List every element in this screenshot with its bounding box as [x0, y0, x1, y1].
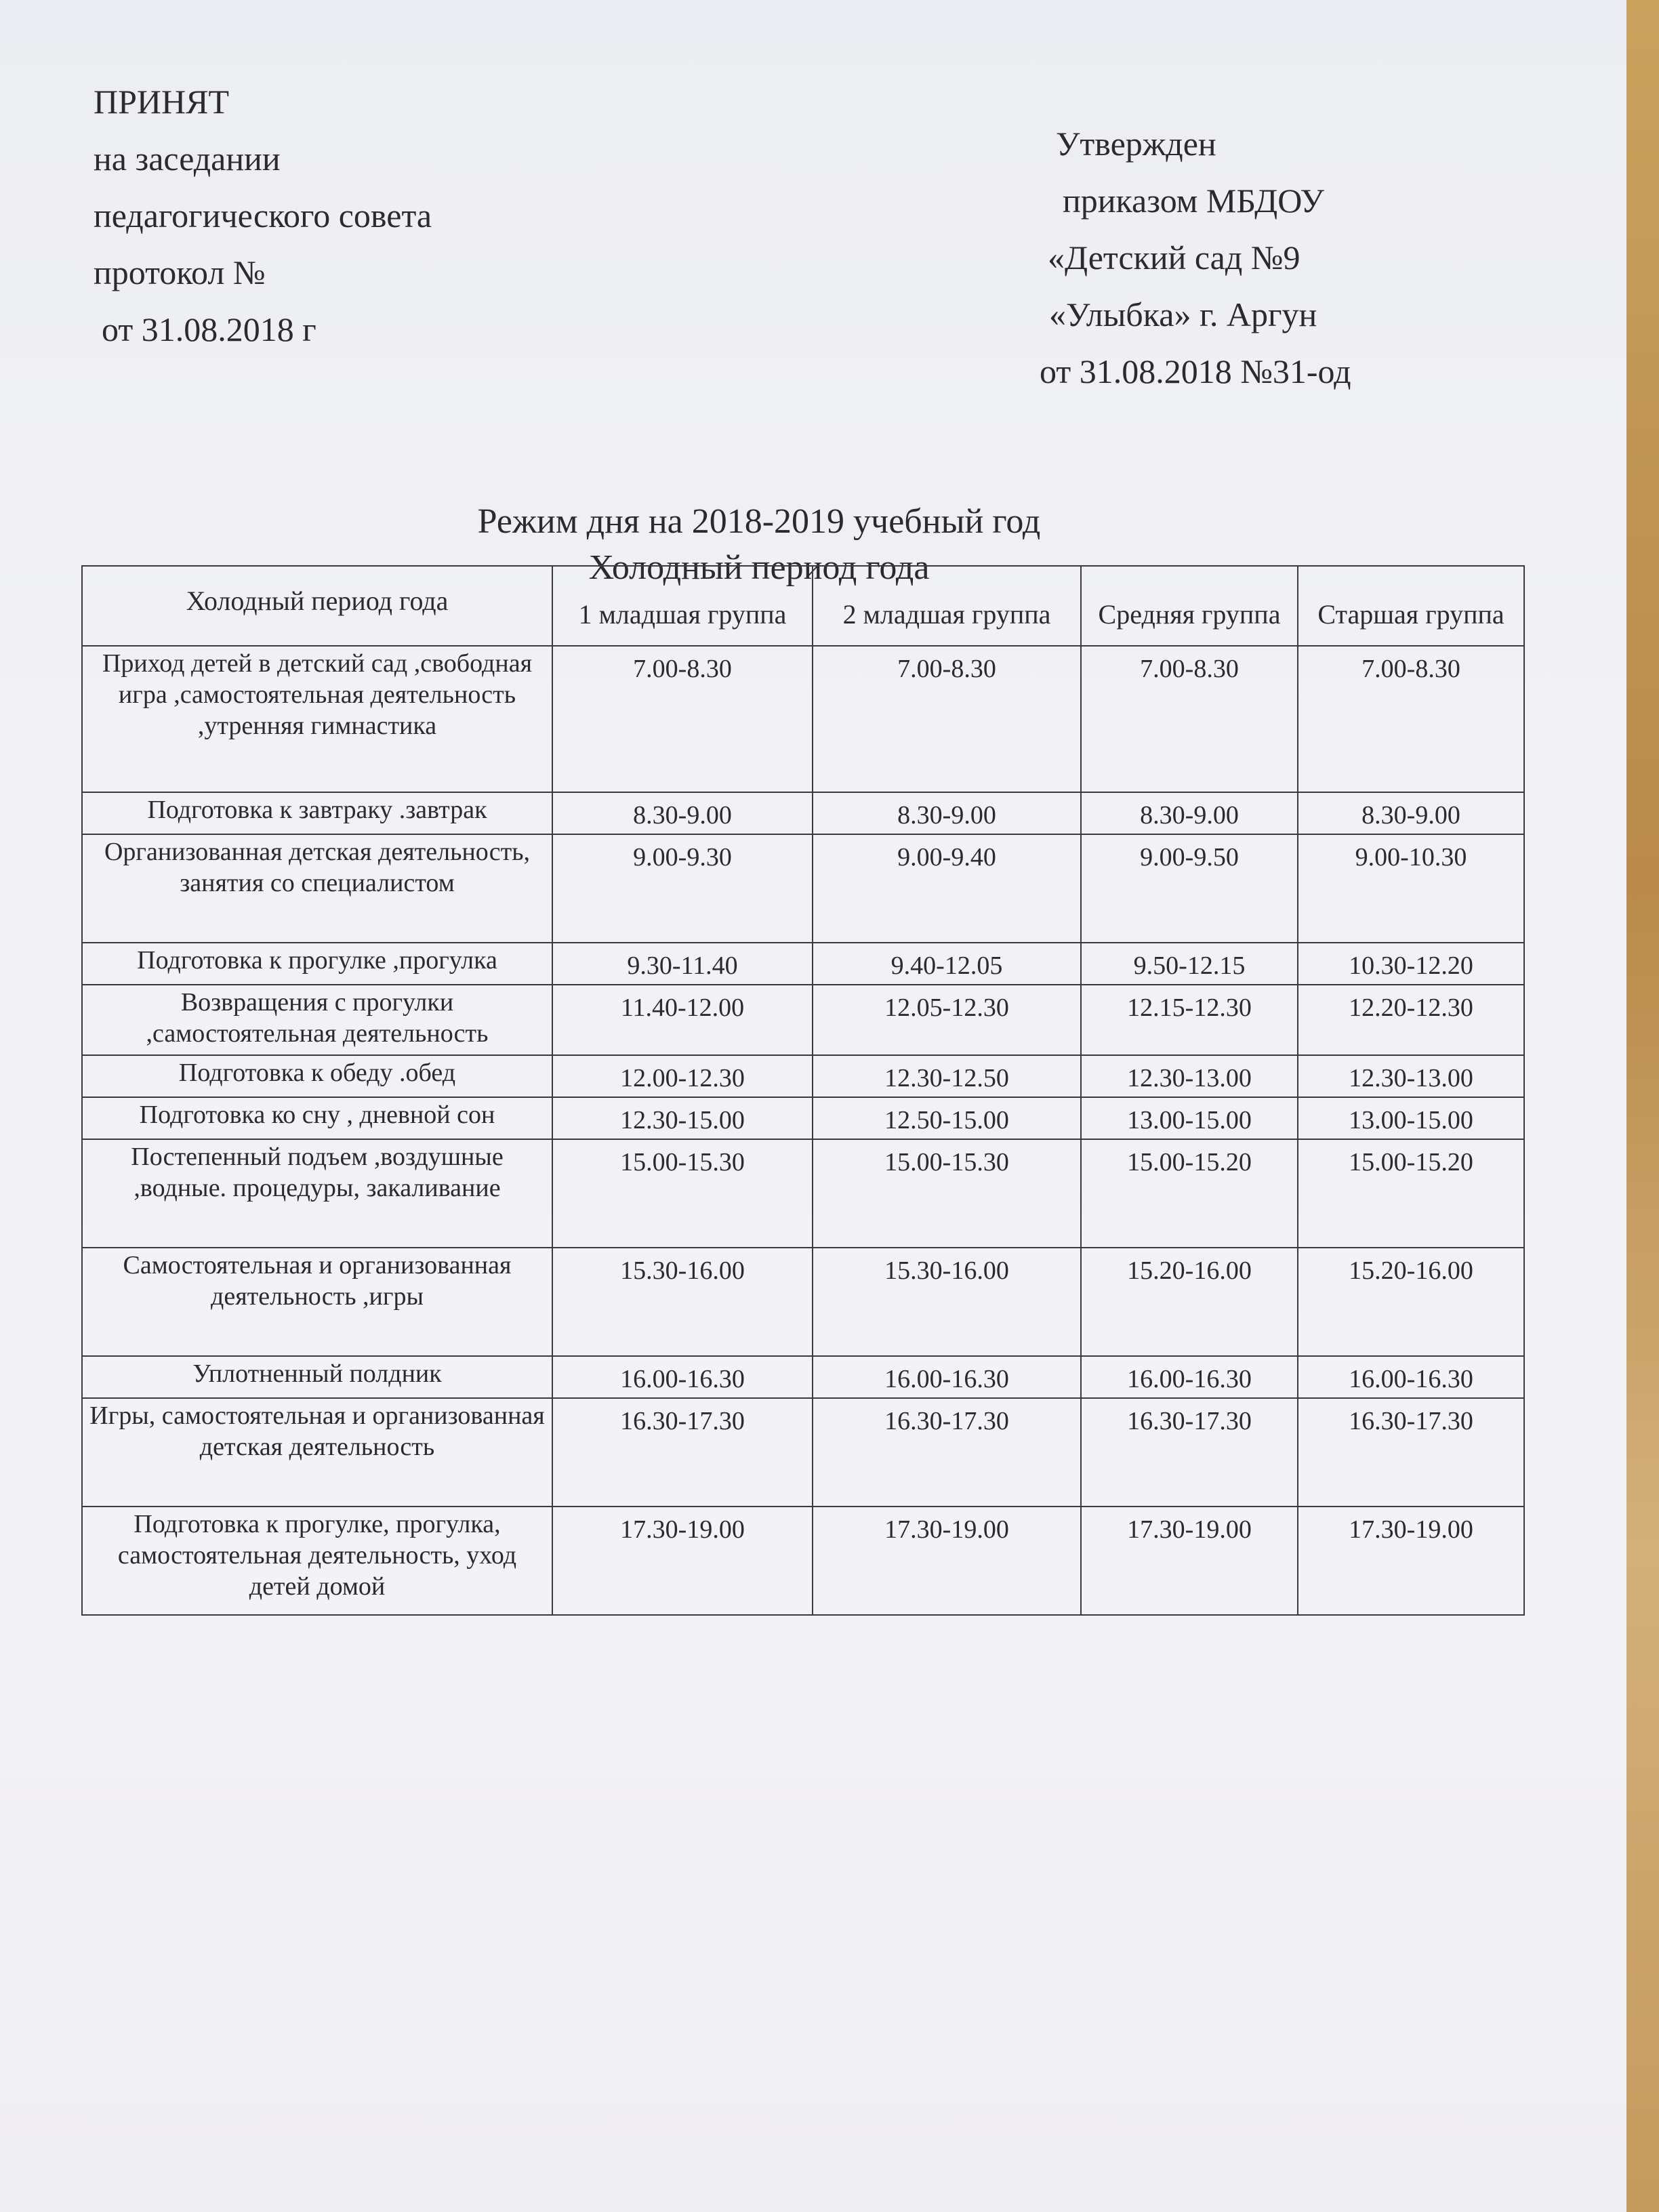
- time-cell: 9.50-12.15: [1081, 943, 1298, 985]
- time-cell: 17.30-19.00: [552, 1507, 813, 1615]
- table-header-row: [82, 566, 1524, 646]
- time-cell: 15.20-16.00: [1081, 1248, 1298, 1356]
- table-row: [82, 792, 1524, 834]
- document-subtitle: Холодный период года: [588, 548, 930, 587]
- time-cell: 16.30-17.30: [1298, 1398, 1524, 1507]
- time-cell: 16.30-17.30: [1081, 1398, 1298, 1507]
- table-row: [82, 1139, 1524, 1248]
- time-cell: 12.30-13.00: [1298, 1055, 1524, 1097]
- activity-cell: Организованная детская деятельность, занятия со специалистом: [82, 834, 552, 943]
- time-cell: 16.00-16.30: [1081, 1356, 1298, 1398]
- time-cell: 9.00-9.50: [1081, 834, 1298, 943]
- time-cell: 7.00-8.30: [1081, 646, 1298, 792]
- time-cell: 15.20-16.00: [1298, 1248, 1524, 1356]
- time-cell: 17.30-19.00: [1081, 1507, 1298, 1615]
- time-cell: 15.30-16.00: [813, 1248, 1081, 1356]
- time-cell: 15.00-15.20: [1298, 1139, 1524, 1248]
- table-row: [82, 834, 1524, 943]
- time-cell: 12.30-15.00: [552, 1097, 813, 1139]
- time-cell: 9.00-10.30: [1298, 834, 1524, 943]
- activity-cell: Уплотненный полдник: [82, 1356, 552, 1398]
- time-cell: 16.00-16.30: [1298, 1356, 1524, 1398]
- column-header: 1 младшая группа: [552, 566, 813, 646]
- time-cell: 15.00-15.30: [552, 1139, 813, 1248]
- table-row: [82, 1248, 1524, 1356]
- accepted-line: от 31.08.2018 г: [102, 310, 316, 348]
- time-cell: 10.30-12.20: [1298, 943, 1524, 985]
- column-header: Холодный период года: [82, 566, 552, 646]
- table-row: [82, 646, 1524, 792]
- table-row: [82, 1097, 1524, 1139]
- time-cell: 16.30-17.30: [813, 1398, 1081, 1507]
- column-header: Старшая группа: [1298, 566, 1524, 646]
- activity-cell: Подготовка к обеду .обед: [82, 1055, 552, 1097]
- time-cell: 7.00-8.30: [1298, 646, 1524, 792]
- table-row: [82, 1507, 1524, 1615]
- approved-line: Утвержден: [1056, 125, 1216, 163]
- column-header: Средняя группа: [1081, 566, 1298, 646]
- time-cell: 8.30-9.00: [813, 792, 1081, 834]
- time-cell: 7.00-8.30: [552, 646, 813, 792]
- table-row: [82, 985, 1524, 1055]
- time-cell: 13.00-15.00: [1298, 1097, 1524, 1139]
- time-cell: 8.30-9.00: [1081, 792, 1298, 834]
- schedule-table: [81, 565, 1525, 1616]
- time-cell: 15.00-15.20: [1081, 1139, 1298, 1248]
- table-row: [82, 1356, 1524, 1398]
- table-row: [82, 1055, 1524, 1097]
- accepted-line: педагогического совета: [94, 197, 432, 234]
- column-header: 2 младшая группа: [813, 566, 1081, 646]
- time-cell: 9.30-11.40: [552, 943, 813, 985]
- approved-line: от 31.08.2018 №31-од: [1040, 352, 1351, 390]
- document-title: Режим дня на 2018-2019 учебный год: [477, 502, 1041, 541]
- background-edge: [1626, 0, 1659, 2212]
- accepted-line: протокол №: [94, 253, 266, 291]
- approved-line: «Улыбка» г. Аргун: [1049, 295, 1317, 333]
- time-cell: 8.30-9.00: [552, 792, 813, 834]
- time-cell: 12.05-12.30: [813, 985, 1081, 1055]
- table-row: [82, 943, 1524, 985]
- activity-cell: Подготовка к прогулке ,прогулка: [82, 943, 552, 985]
- accepted-line: ПРИНЯТ: [94, 83, 230, 121]
- time-cell: 11.40-12.00: [552, 985, 813, 1055]
- time-cell: 8.30-9.00: [1298, 792, 1524, 834]
- time-cell: 15.00-15.30: [813, 1139, 1081, 1248]
- schedule-body: [82, 646, 1524, 1615]
- time-cell: 12.20-12.30: [1298, 985, 1524, 1055]
- activity-cell: Подготовка ко сну , дневной сон: [82, 1097, 552, 1139]
- activity-cell: Постепенный подъем ,воздушные ,водные. процедуры, закаливание: [82, 1139, 552, 1248]
- time-cell: 13.00-15.00: [1081, 1097, 1298, 1139]
- time-cell: 15.30-16.00: [552, 1248, 813, 1356]
- time-cell: 16.00-16.30: [813, 1356, 1081, 1398]
- time-cell: 17.30-19.00: [1298, 1507, 1524, 1615]
- approved-line: «Детский сад №9: [1048, 239, 1300, 276]
- approved-block: [1040, 115, 1351, 400]
- activity-cell: Возвращения с прогулки ,самостоятельная деятельность: [82, 985, 552, 1055]
- activity-cell: Подготовка к прогулке, прогулка, самостоятельная деятельность, уход детей домой: [82, 1507, 552, 1615]
- approved-line: приказом МБДОУ: [1063, 182, 1324, 220]
- time-cell: 16.00-16.30: [552, 1356, 813, 1398]
- time-cell: 7.00-8.30: [813, 646, 1081, 792]
- activity-cell: Игры, самостоятельная и организованная детская деятельность: [82, 1398, 552, 1507]
- time-cell: 12.30-13.00: [1081, 1055, 1298, 1097]
- accepted-line: на заседании: [94, 140, 281, 178]
- time-cell: 16.30-17.30: [552, 1398, 813, 1507]
- time-cell: 9.00-9.40: [813, 834, 1081, 943]
- activity-cell: Самостоятельная и организованная деятельность ,игры: [82, 1248, 552, 1356]
- accepted-block: [94, 73, 432, 358]
- time-cell: 12.50-15.00: [813, 1097, 1081, 1139]
- table-row: [82, 1398, 1524, 1507]
- activity-cell: Подготовка к завтраку .завтрак: [82, 792, 552, 834]
- time-cell: 9.40-12.05: [813, 943, 1081, 985]
- time-cell: 12.15-12.30: [1081, 985, 1298, 1055]
- time-cell: 9.00-9.30: [552, 834, 813, 943]
- time-cell: 17.30-19.00: [813, 1507, 1081, 1615]
- activity-cell: Приход детей в детский сад ,свободная игра ,самостоятельная деятельность ,утренняя гимнастика: [82, 646, 552, 792]
- time-cell: 12.00-12.30: [552, 1055, 813, 1097]
- time-cell: 12.30-12.50: [813, 1055, 1081, 1097]
